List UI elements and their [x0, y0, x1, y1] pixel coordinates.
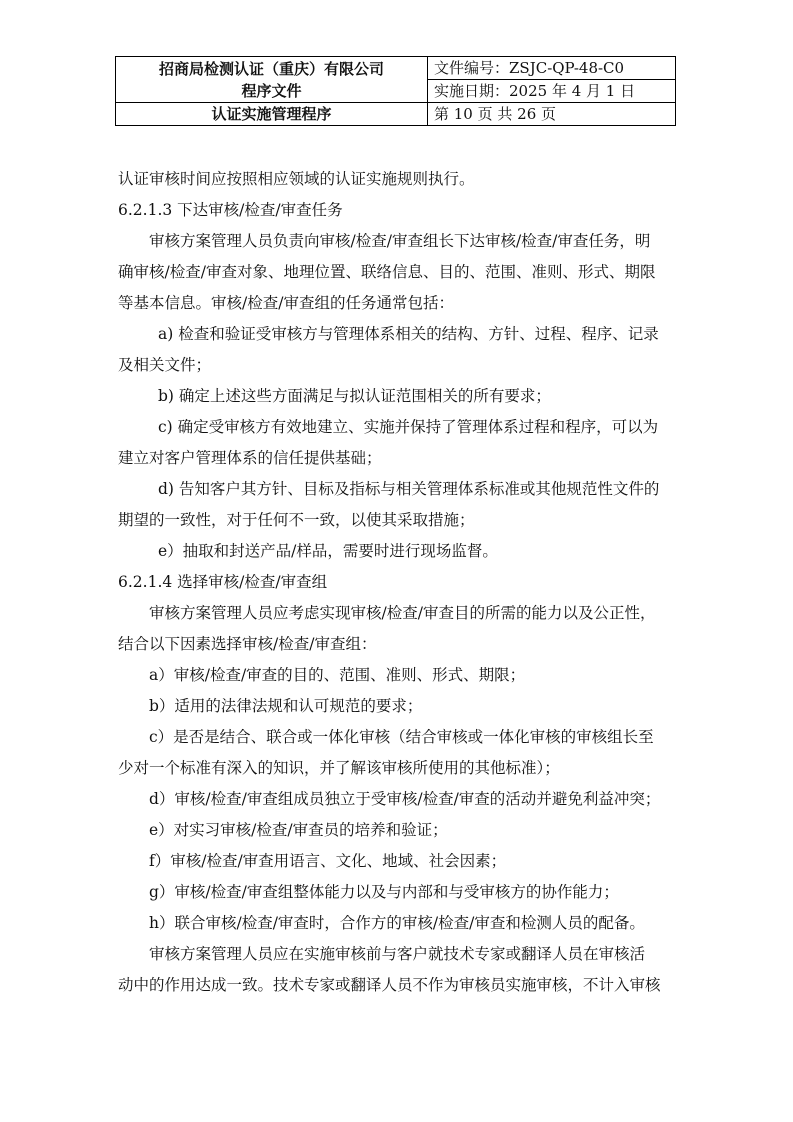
list-item-e: e）抽取和封送产品/样品，需要时进行现场监督。 — [158, 542, 498, 560]
list-item-c-cont: 建立对客户管理体系的信任提供基础； — [118, 449, 382, 467]
paragraph-line: 确审核/检查/审查对象、地理位置、联络信息、目的、范围、准则、形式、期限 — [118, 263, 656, 281]
page-info: 第 10 页 共 26 页 — [428, 103, 676, 126]
factor-item-b: b）适用的法律法规和认可规范的要求； — [149, 697, 423, 715]
implementation-date: 实施日期：2025 年 4 月 1 日 — [434, 82, 636, 100]
paragraph-line: 认证审核时间应按照相应领域的认证实施规则执行。 — [118, 170, 475, 188]
list-item-d: d) 告知客户其方针、目标及指标与相关管理体系标准或其他规范性文件的 — [158, 480, 660, 498]
factor-item-f: f）审核/检查/审查用语言、文化、地域、社会因素； — [149, 852, 507, 870]
factor-item-e: e）对实习审核/检查/审查员的培养和验证； — [149, 821, 448, 839]
factor-item-c-cont: 少对一个标准有深入的知识，并了解该审核所使用的其他标准）； — [118, 759, 560, 777]
list-item-d-cont: 期望的一致性，对于任何不一致，以使其采取措施； — [118, 511, 475, 529]
paragraph-line: 等基本信息。审核/检查/审查组的任务通常包括： — [118, 294, 454, 312]
section-heading-6-2-1-4: 6.2.1.4 选择审核/检查/审查组 — [118, 573, 328, 591]
document-type: 程序文件 — [241, 81, 302, 100]
document-title: 认证实施管理程序 — [116, 103, 428, 126]
list-item-b: b) 确定上述这些方面满足与拟认证范围相关的所有要求； — [158, 387, 551, 405]
list-item-a-cont: 及相关文件； — [118, 356, 212, 374]
factor-item-h: h）联合审核/检查/审查时，合作方的审核/检查/审查和检测人员的配备。 — [149, 914, 645, 932]
company-name-text: 招商局检测认证（重庆）有限公司 — [158, 59, 384, 78]
company-name — [116, 57, 428, 103]
factor-item-g: g）审核/检查/审查组整体能力以及与内部和与受审核方的协作能力； — [149, 883, 619, 901]
doc-number-cell — [428, 57, 676, 103]
document-number: 文件编号：ZSJC-QP-48-C0 — [428, 57, 675, 80]
document-body — [118, 164, 678, 1001]
paragraph-line: 审核方案管理人员应考虑实现审核/检查/审查目的所需的能力以及公正性， — [149, 604, 656, 622]
list-item-c: c) 确定受审核方有效地建立、实施并保持了管理体系过程和程序，可以为 — [158, 418, 659, 436]
factor-item-c: c）是否是结合、联合或一体化审核（结合审核或一体化审核的审核组长至 — [149, 728, 654, 746]
paragraph-line: 审核方案管理人员负责向审核/检查/审查组长下达审核/检查/审查任务，明 — [149, 232, 651, 250]
list-item-a: a) 检查和验证受审核方与管理体系相关的结构、方针、过程、程序、记录 — [158, 325, 659, 343]
paragraph-line: 审核方案管理人员应在实施审核前与客户就技术专家或翻译人员在审核活 — [149, 945, 646, 963]
factor-item-d: d）审核/检查/审查组成员独立于受审核/检查/审查的活动并避免利益冲突； — [149, 790, 661, 808]
paragraph-line: 结合以下因素选择审核/检查/审查组： — [118, 635, 377, 653]
paragraph-line: 动中的作用达成一致。技术专家或翻译人员不作为审核员实施审核，不计入审核 — [118, 976, 661, 994]
factor-item-a: a）审核/检查/审查的目的、范围、准则、形式、期限； — [149, 666, 526, 684]
section-heading-6-2-1-3: 6.2.1.3 下达审核/检查/审查任务 — [118, 201, 343, 219]
document-header-table — [115, 56, 676, 126]
